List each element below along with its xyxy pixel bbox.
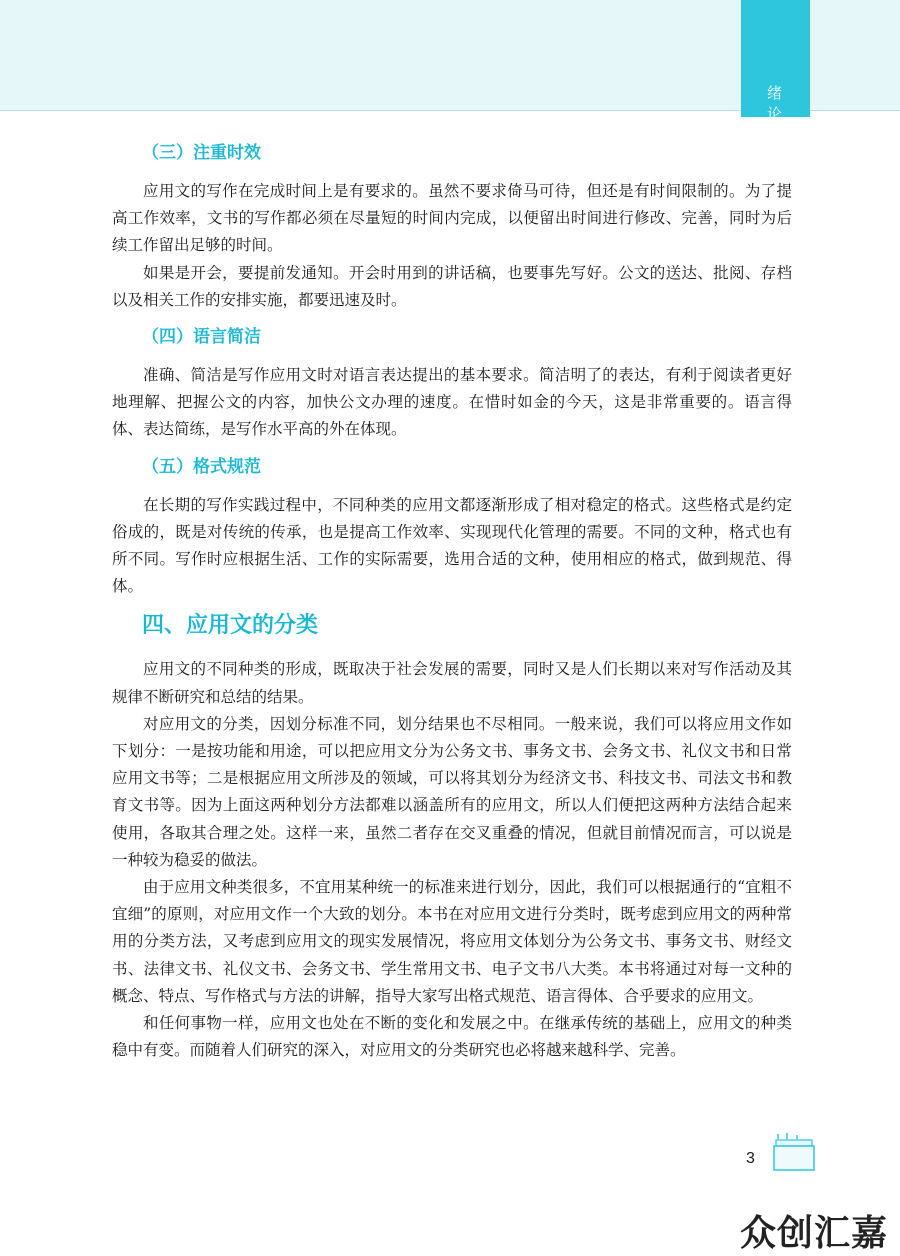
folder-icon — [770, 1130, 818, 1174]
subheading-standard-format: （五）格式规范 — [142, 456, 261, 477]
chapter-label: 绪 论 — [766, 84, 792, 123]
subheading-timeliness: （三）注重时效 — [142, 143, 261, 163]
subheading-concise-language: （四）语言简洁 — [142, 327, 261, 348]
paragraph: 如果是开会，要提前发通知。开会时用到的讲话稿，也要事先写好。公文的送达、批阅、存档以及相关工作的安排实施，都要迅速及时。 — [112, 263, 792, 309]
paragraph: 准确、简洁是写作应用文时对语言表达提出的基本要求。简洁明了的表达，有利于阅读者更好地理解、把握公文的内容，加快公文办理的速度。在惜时如金的今天，这是非常重要的。语言得体、表达简练，是写作水平高的外在体现。 — [112, 366, 792, 439]
paragraph: 在长期的写作实践过程中，不同种类的应用文都逐渐形成了相对稳定的格式。这些格式是约定俗成的，既是对传统的传承，也是提高工作效率、实现现代化管理的需要。不同的文种，格式也有所不同。写作时应根据生活、工作的实际需要，选用合适的文种，使用相应的格式，做到规范、得体。 — [112, 495, 792, 596]
paragraph: 和任何事物一样，应用文也处在不断的变化和发展之中。在继承传统的基础上，应用文的种类稳中有变。而随着人们研究的深入，对应用文的分类研究也必将越来越科学、完善。 — [112, 1014, 792, 1060]
paragraph: 应用文的写作在完成时间上是有要求的。虽然不要求倚马可待，但还是有时间限制的。为了提高工作效率，文书的写作都必须在尽量短的时间内完成，以便留出时间进行修改、完善，同时为后续工作留出足够的时间。 — [112, 182, 792, 255]
paragraph: 对应用文的分类，因划分标准不同，划分结果也不尽相同。一般来说，我们可以将应用文作如下划分：一是按功能和用途，可以把应用文分为公务文书、事务文书、会务文书、礼仪文书和日常应用文书等；二是根据应用文所涉及的领域，可以将其划分为经济文书、科技文书、司法文书和教育文书等。因为上面这两种划分方法都难以涵盖所有的应用文，所以人们便把这两种方法结合起来使用，各取其合理之处。这样一来，虽然二者存在交叉重叠的情况，但就目前情况而言，可以说是一种较为稳妥的做法。 — [112, 714, 792, 869]
paragraph: 应用文的不同种类的形成，既取决于社会发展的需要，同时又是人们长期以来对写作活动及其规律不断研究和总结的结果。 — [112, 660, 792, 706]
chapter-tab — [741, 0, 810, 123]
section-title-classification: 四、应用文的分类 — [142, 613, 319, 639]
page-number: 3 — [746, 1150, 755, 1167]
page-content — [112, 138, 792, 1064]
watermark: 众创汇嘉 — [740, 1213, 889, 1254]
paragraph: 由于应用文种类很多，不宜用某种统一的标准来进行划分，因此，我们可以根据通行的“宜粗不宜细”的原则，对应用文作一个大致的划分。本书在对应用文进行分类时，既考虑到应用文的两种常用的分类方法，又考虑到应用文的现实发展情况，将应用文体划分为公务文书、事务文书、财经文书、法律文书、礼仪文书、会务文书、学生常用文书、电子文书八大类。本书将通过对每一文种的概念、特点、写作格式与方法的讲解，指导大家写出格式规范、语言得体、合乎要求的应用文。 — [112, 878, 792, 1005]
